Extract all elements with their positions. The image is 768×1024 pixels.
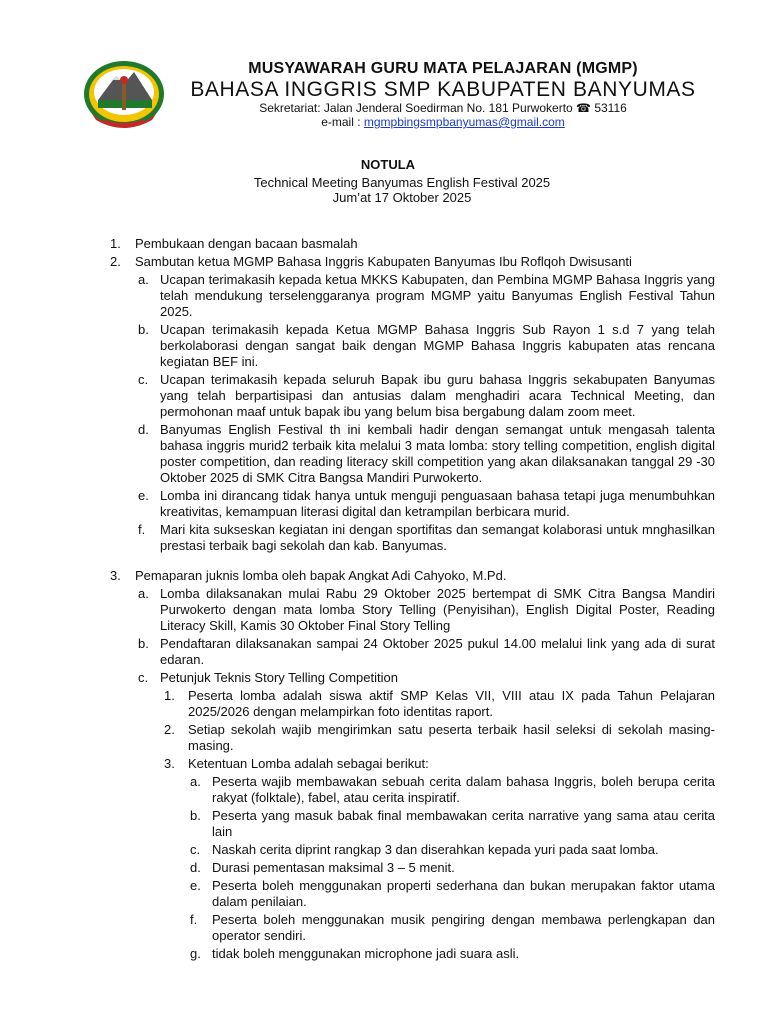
list-marker: a. (138, 586, 149, 601)
list-marker: c. (138, 670, 149, 685)
list-item-text: Peserta boleh menggunakan properti sederhana dan bukan merupakan faktor utama dalam penilaian. (212, 878, 715, 909)
org-subtitle: BAHASA INGGRIS SMP KABUPATEN BANYUMAS (190, 78, 696, 101)
minutes-list (0, 236, 768, 964)
email-label: e-mail : (321, 115, 364, 129)
list-item-text: Lomba dilaksanakan mulai Rabu 29 Oktober 2025 bertempat di SMK Citra Bangsa Mandiri Purwokerto dengan mata lomba Story Telling (Penyisihan), English Digital Poster, Reading Literacy Skill, Kamis 30 Oktober Final Story Telling (160, 586, 715, 633)
list-marker: 2. (164, 722, 175, 737)
list-item (0, 860, 768, 876)
list-item (0, 322, 768, 370)
list-marker: a. (138, 272, 149, 287)
list-item-text: Mari kita sukseskan kegiatan ini dengan sportifitas dan semangat kolaborasi untuk mnghasilkan prestasi terbaik bagi sekolah dan kab. Banyumas. (160, 522, 715, 553)
list-item-text: Ucapan terimakasih kepada Ketua MGMP Bahasa Inggris Sub Rayon 1 s.d 7 yang telah berkolaborasi dengan sangat baik dengan MGMP Bahasa Inggris kabupaten atas rencana kegiatan BEF ini. (160, 322, 715, 369)
list-marker: 1. (110, 236, 121, 251)
list-item-text: Setiap sekolah wajib mengirimkan satu peserta terbaik hasil seleksi di sekolah masing-masing. (188, 722, 715, 753)
list-item-text: Peserta boleh menggunakan musik pengiring dengan membawa perlengkapan dan operator sendiri. (212, 912, 715, 943)
list-item-text: Peserta lomba adalah siswa aktif SMP Kelas VII, VIII atau IX pada Tahun Pelajaran 2025/2026 dengan melampirkan foto identitas raport. (188, 688, 715, 719)
list-item (0, 254, 768, 270)
list-item (0, 586, 768, 634)
list-item (0, 688, 768, 720)
list-marker: e. (190, 878, 201, 893)
list-marker: c. (138, 372, 149, 387)
list-item (0, 722, 768, 754)
org-name: MUSYAWARAH GURU MATA PELAJARAN (MGMP) (248, 60, 638, 77)
list-marker: d. (190, 860, 201, 875)
list-item (0, 774, 768, 806)
list-marker: g. (190, 946, 201, 961)
list-item-text: Lomba ini dirancang tidak hanya untuk menguji penguasaan bahasa tetapi juga menumbuhkan kreativitas, kemampuan literasi digital dan ketrampilan berbicara murid. (160, 488, 715, 519)
list-item (0, 372, 768, 420)
list-item (0, 878, 768, 910)
list-item-text: Petunjuk Teknis Story Telling Competition (160, 670, 398, 685)
list-item (0, 272, 768, 320)
list-item-text: Peserta wajib membawakan sebuah cerita dalam bahasa Inggris, boleh berupa cerita rakyat (folktale), fabel, atau cerita inspiratif. (212, 774, 715, 805)
list-marker: 2. (110, 254, 121, 269)
list-item-text: Ketentuan Lomba adalah sebagai berikut: (188, 756, 429, 771)
list-item-text: Peserta yang masuk babak final membawakan cerita narrative yang sama atau cerita lain (212, 808, 715, 839)
list-marker: a. (190, 774, 201, 789)
list-marker: c. (190, 842, 201, 857)
list-marker: 3. (110, 568, 121, 583)
list-item-text: Durasi pementasan maksimal 3 – 5 menit. (212, 860, 455, 875)
document-subtitle: Technical Meeting Banyumas English Festival 2025 (253, 175, 551, 190)
list-item-text: Ucapan terimakasih kepada ketua MKKS Kabupaten, dan Pembina MGMP Bahasa Inggris yang telah mendukung terselenggaranya program MGMP yaitu Banyumas English Festival Tahun 2025. (160, 272, 715, 319)
list-item-text: Sambutan ketua MGMP Bahasa Inggris Kabupaten Banyumas Ibu Roflqoh Dwisusanti (135, 254, 632, 269)
document-heading: NOTULA (360, 157, 416, 172)
list-item (0, 756, 768, 772)
list-item (0, 568, 768, 584)
list-item (0, 236, 768, 252)
list-marker: f. (190, 912, 198, 927)
spacer (0, 556, 768, 568)
org-address: Sekretariat: Jalan Jenderal Soedirman No. 181 Purwokerto ☎ 53116 (259, 101, 627, 115)
list-marker: b. (138, 636, 149, 651)
email-link[interactable]: mgmpbingsmpbanyumas@gmail.com (363, 115, 565, 129)
list-marker: 3. (164, 756, 175, 771)
list-marker: e. (138, 488, 149, 503)
list-item-text: Ucapan terimakasih kepada seluruh Bapak ibu guru bahasa Inggris sekabupaten Banyumas yang telah berpartisipasi dan antusias dalam menghadiri acara Technical Meeting, dan permohonan maaf untuk bapak ibu yang belum bisa bergabung dalam zoom meet. (160, 372, 715, 419)
list-item (0, 842, 768, 858)
letterhead (0, 0, 768, 140)
list-item (0, 522, 768, 554)
list-item (0, 488, 768, 520)
list-item-text: Pemaparan juknis lomba oleh bapak Angkat Adi Cahyoko, M.Pd. (135, 568, 507, 583)
list-item (0, 422, 768, 486)
document-date: Jum’at 17 Oktober 2025 (332, 190, 472, 205)
list-marker: b. (190, 808, 201, 823)
list-marker: f. (138, 522, 146, 537)
list-item (0, 670, 768, 686)
list-item (0, 946, 768, 962)
list-item-text: Pembukaan dengan bacaan basmalah (135, 236, 358, 251)
list-marker: 1. (164, 688, 175, 703)
list-item-text: Pendaftaran dilaksanakan sampai 24 Oktober 2025 pukul 14.00 melalui link yang ada di surat edaran. (160, 636, 715, 667)
list-marker: b. (138, 322, 149, 337)
list-item-text: Naskah cerita diprint rangkap 3 dan diserahkan kepada yuri pada saat lomba. (212, 842, 659, 857)
list-item (0, 808, 768, 840)
list-item-text: Banyumas English Festival th ini kembali hadir dengan semangat untuk mengasah talenta bahasa inggris murid2 terbaik kita melalui 3 mata lomba: story telling competition, english digital poster competition, dan reading literacy skill competition yang akan dilaksanakan tanggal 29 -30 Oktober 2025 di SMK Citra Bangsa Mandiri Purwokerto. (160, 422, 715, 485)
list-item (0, 636, 768, 668)
list-item-text: tidak boleh menggunakan microphone jadi suara asli. (212, 946, 520, 961)
banyumas-regency-logo-icon (82, 56, 166, 132)
org-email-line (178, 115, 708, 129)
list-marker: d. (138, 422, 149, 437)
list-item (0, 912, 768, 944)
